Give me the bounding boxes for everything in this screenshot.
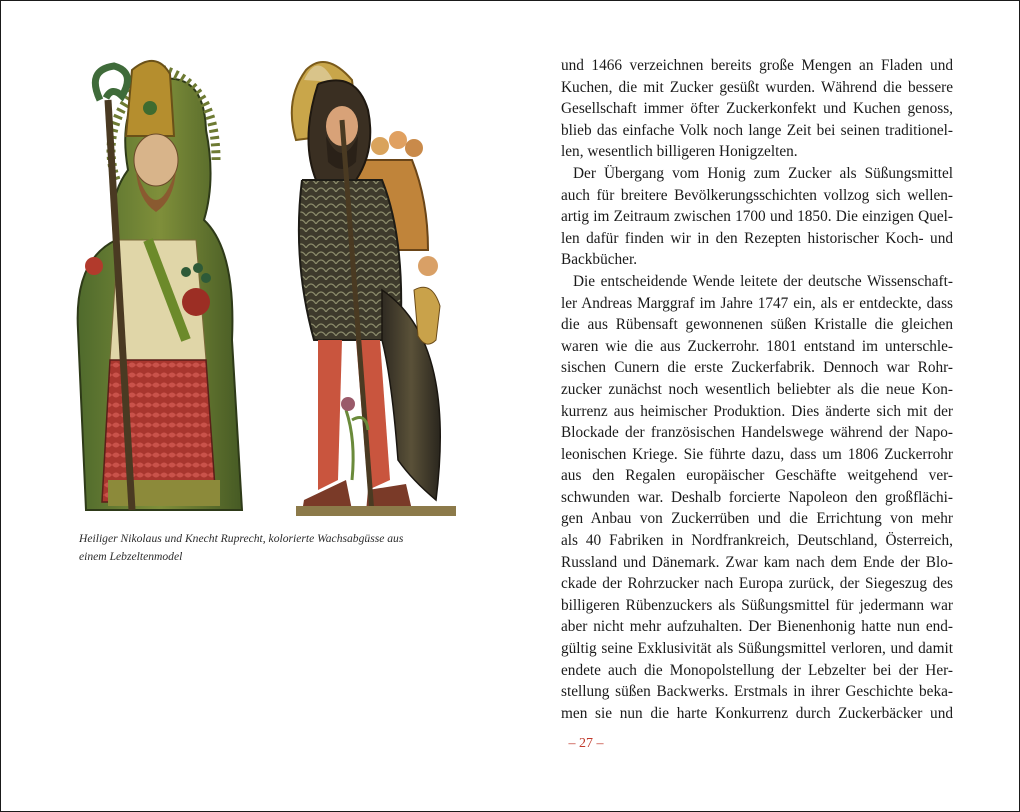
text-line: auch für breitere Bevölkerungsschichten vollzog sich wellen- [561, 186, 953, 204]
text-line: als 40 Fabriken in Nordfrankreich, Deutschland, Österreich, [561, 532, 953, 550]
text-line: Gesellschaft immer öfter Zuckerkonfekt und Kuchen genoss, [561, 100, 953, 118]
text-line: leonischen Kriege. Sie führte dazu, dass um 1806 Zuckerrohr [561, 445, 953, 463]
text-line: kurrenz aus heimischer Produktion. Dies änderte sich mit der [561, 402, 953, 420]
saint-nicholas-and-knecht-ruprecht-illustration [56, 40, 464, 528]
text-line: ckade der Rohrzucker nach Europa zurück, der Siegeszug des [561, 575, 953, 593]
text-line: waren wie die aus Zuckerrohr. 1801 entstand im unterschle- [561, 337, 953, 355]
caption-line: einem Lebzeltenmodel [79, 550, 183, 563]
text-line: Die entscheidende Wende leitete der deutsche Wissenschaft- [573, 272, 953, 290]
wax-casts-figure [56, 40, 464, 528]
text-line: Kuchen, die mit Zucker gesüßt wurden. Während die bessere [561, 78, 953, 96]
text-line: Blockade der französischen Handelswege während der Napo- [561, 424, 953, 442]
text-line: aber nicht mehr aufzuhalten. Der Bienenhonig hatte nun end- [561, 618, 953, 636]
text-line: len dafür finden wir in den Rezepten historischer Koch- und [561, 229, 953, 247]
text-line: artig im Zeitraum zwischen 1700 und 1850. Die einzigen Quel- [561, 208, 953, 226]
text-line: schwunden war. Deshalb forcierte Napoleon den großflächi- [561, 488, 953, 506]
text-line: blieb das einfache Volk noch lange Zeit bei seinen traditionel- [561, 121, 953, 139]
text-line: gültig seine Exklusivität als Süßungsmittel verloren, und damit [561, 640, 953, 658]
saint-nicholas-figure [78, 61, 242, 510]
text-line: stellung süßen Backwerks. Erstmals in ihrer Geschichte beka- [561, 683, 953, 701]
text-line: die aus Rübensaft gewonnenen süßen Kristalle die gleichen [561, 316, 953, 334]
text-line: Backbücher. [561, 251, 638, 269]
text-line: gen Anbau von Zuckerrüben und die Errichtung von mehr [561, 510, 953, 528]
text-line: ler Andreas Marggraf im Jahre 1747 ein, als er entdeckte, dass [561, 294, 953, 312]
caption-line: Heiliger Nikolaus und Knecht Ruprecht, kolorierte Wachsabgüsse aus [79, 532, 404, 545]
text-line: zucker zunächst noch wesentlich beliebter als die neue Kon- [561, 380, 953, 398]
text-line: Der Übergang vom Honig zum Zucker als Süßungsmittel [573, 164, 953, 182]
text-line: und 1466 verzeichnen bereits große Mengen an Fladen und [561, 57, 953, 74]
text-line: aus den Regalen europäischer Geschäfte weitgehend ver- [561, 467, 953, 485]
text-line: len, wesentlich billigeren Honigzelten. [561, 143, 798, 161]
body-text [561, 55, 953, 724]
figure-caption [79, 530, 424, 566]
text-line: billigeren Rübenzuckers als Süßungsmittel für jedermann war [561, 596, 953, 614]
text-line: men sie nun die harte Konkurrenz durch Zuckerbäcker und [561, 704, 953, 722]
page-number: – 27 – [568, 736, 604, 751]
text-line: Russland und Dänemark. Zwar kam nach dem Ende der Blo- [561, 553, 953, 571]
text-line: sischen Cunern die erste Zuckerfabrik. Dennoch war Rohr- [561, 359, 953, 377]
knecht-ruprecht-figure [292, 62, 456, 516]
text-line: endete auch die Monopolstellung der Lebzelter bei der Her- [561, 661, 953, 679]
